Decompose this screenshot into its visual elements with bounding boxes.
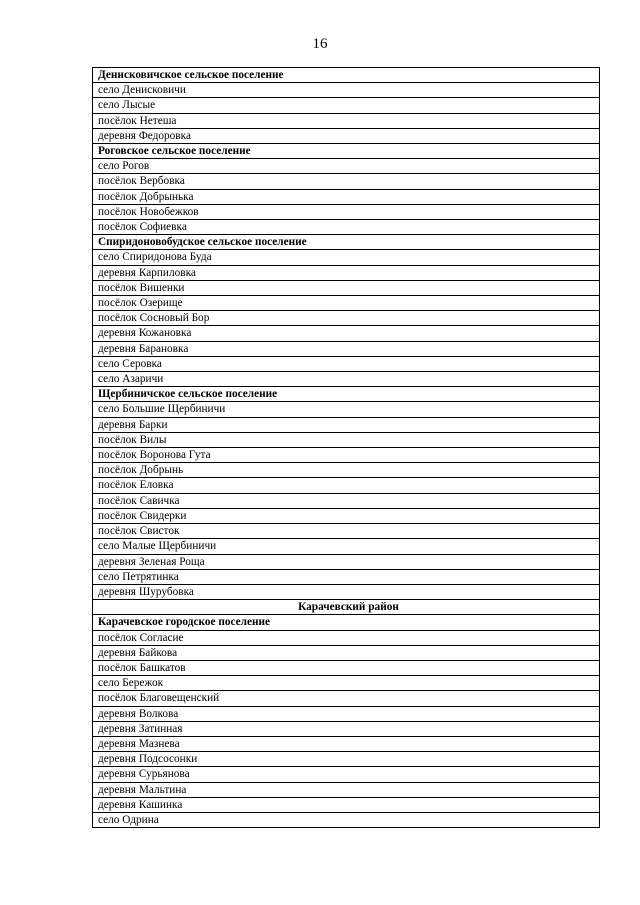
settlement-row — [93, 691, 600, 706]
settlement-cell: посёлок Согласие — [93, 630, 600, 645]
settlement-row — [93, 797, 600, 812]
settlement-cell: посёлок Софиевка — [93, 220, 600, 235]
settlement-row — [93, 569, 600, 584]
settlement-row — [93, 812, 600, 827]
settlement-cell: село Денисковичи — [93, 83, 600, 98]
settlement-cell: деревня Карпиловка — [93, 265, 600, 280]
settlement-header-cell: Карачевское городское поселение — [93, 615, 600, 630]
settlement-cell: деревня Шурубовка — [93, 584, 600, 599]
settlement-cell: посёлок Нетеша — [93, 113, 600, 128]
settlement-row — [93, 159, 600, 174]
settlement-cell: посёлок Савичка — [93, 493, 600, 508]
settlement-cell: деревня Мальтина — [93, 782, 600, 797]
settlement-cell: деревня Мазнева — [93, 736, 600, 751]
settlement-cell: деревня Барки — [93, 417, 600, 432]
settlement-header-row — [93, 144, 600, 159]
settlement-row — [93, 113, 600, 128]
settlement-row — [93, 417, 600, 432]
settlement-cell: село Серовка — [93, 356, 600, 371]
settlement-row — [93, 265, 600, 280]
settlement-cell: село Большие Щербиничи — [93, 402, 600, 417]
settlement-row — [93, 220, 600, 235]
settlement-cell: деревня Федоровка — [93, 128, 600, 143]
settlement-header-row — [93, 387, 600, 402]
settlement-row — [93, 645, 600, 660]
settlement-cell: село Рогов — [93, 159, 600, 174]
page-number: 16 — [312, 36, 328, 52]
settlement-cell: село Петрятинка — [93, 569, 600, 584]
settlement-header-row — [93, 235, 600, 250]
settlement-cell: деревня Подсосонки — [93, 752, 600, 767]
settlement-row — [93, 356, 600, 371]
district-header-row — [93, 600, 600, 615]
settlement-header-row — [93, 615, 600, 630]
settlement-row — [93, 782, 600, 797]
settlement-row — [93, 402, 600, 417]
settlement-cell: деревня Кашинка — [93, 797, 600, 812]
settlement-row — [93, 630, 600, 645]
settlement-header-cell: Щербиничское сельское поселение — [93, 387, 600, 402]
settlement-row — [93, 721, 600, 736]
settlement-cell: посёлок Озерище — [93, 296, 600, 311]
settlement-row — [93, 326, 600, 341]
settlement-row — [93, 539, 600, 554]
settlement-row — [93, 250, 600, 265]
settlement-row — [93, 296, 600, 311]
settlement-row — [93, 189, 600, 204]
settlement-row — [93, 83, 600, 98]
settlement-cell: посёлок Свидерки — [93, 508, 600, 523]
settlement-header-cell: Спиридоновобудское сельское поселение — [93, 235, 600, 250]
settlement-cell: село Лысые — [93, 98, 600, 113]
settlements-table-body — [93, 68, 600, 828]
settlement-cell: деревня Затинная — [93, 721, 600, 736]
settlement-cell: посёлок Вербовка — [93, 174, 600, 189]
settlement-row — [93, 524, 600, 539]
settlement-cell: посёлок Добрынь — [93, 463, 600, 478]
settlement-row — [93, 493, 600, 508]
settlement-cell: посёлок Сосновый Бор — [93, 311, 600, 326]
settlement-row — [93, 478, 600, 493]
settlement-cell: деревня Байкова — [93, 645, 600, 660]
settlement-row — [93, 372, 600, 387]
settlement-cell: посёлок Воронова Гута — [93, 448, 600, 463]
settlement-cell: деревня Сурьянова — [93, 767, 600, 782]
settlement-header-cell: Денисковичское сельское поселение — [93, 68, 600, 83]
settlement-row — [93, 584, 600, 599]
settlements-table — [92, 67, 600, 828]
settlement-cell: село Одрина — [93, 812, 600, 827]
settlement-cell: посёлок Новобежков — [93, 204, 600, 219]
settlement-cell: деревня Кожановка — [93, 326, 600, 341]
settlement-cell: посёлок Башкатов — [93, 660, 600, 675]
settlement-row — [93, 736, 600, 751]
settlement-row — [93, 706, 600, 721]
settlement-row — [93, 554, 600, 569]
settlement-cell: посёлок Вишенки — [93, 280, 600, 295]
settlement-cell: посёлок Свисток — [93, 524, 600, 539]
settlement-cell: посёлок Еловка — [93, 478, 600, 493]
settlement-row — [93, 676, 600, 691]
settlement-row — [93, 174, 600, 189]
settlement-cell: село Малые Щербиничи — [93, 539, 600, 554]
settlement-cell: село Бережок — [93, 676, 600, 691]
settlement-row — [93, 311, 600, 326]
settlement-row — [93, 204, 600, 219]
settlement-cell: деревня Зеленая Роща — [93, 554, 600, 569]
settlement-row — [93, 660, 600, 675]
settlement-row — [93, 341, 600, 356]
settlement-row — [93, 767, 600, 782]
settlement-cell: деревня Барановка — [93, 341, 600, 356]
settlement-cell: посёлок Благовещенский — [93, 691, 600, 706]
settlement-row — [93, 280, 600, 295]
settlement-cell: село Азаричи — [93, 372, 600, 387]
district-header-cell: Карачевский район — [93, 600, 600, 615]
settlement-row — [93, 98, 600, 113]
settlement-header-row — [93, 68, 600, 83]
settlement-row — [93, 448, 600, 463]
settlement-row — [93, 463, 600, 478]
settlement-row — [93, 128, 600, 143]
settlement-row — [93, 432, 600, 447]
settlement-row — [93, 752, 600, 767]
settlement-cell: деревня Волкова — [93, 706, 600, 721]
settlement-cell: село Спиридонова Буда — [93, 250, 600, 265]
settlement-header-cell: Роговское сельское поселение — [93, 144, 600, 159]
settlement-row — [93, 508, 600, 523]
settlement-cell: посёлок Вилы — [93, 432, 600, 447]
settlement-cell: посёлок Добрынька — [93, 189, 600, 204]
